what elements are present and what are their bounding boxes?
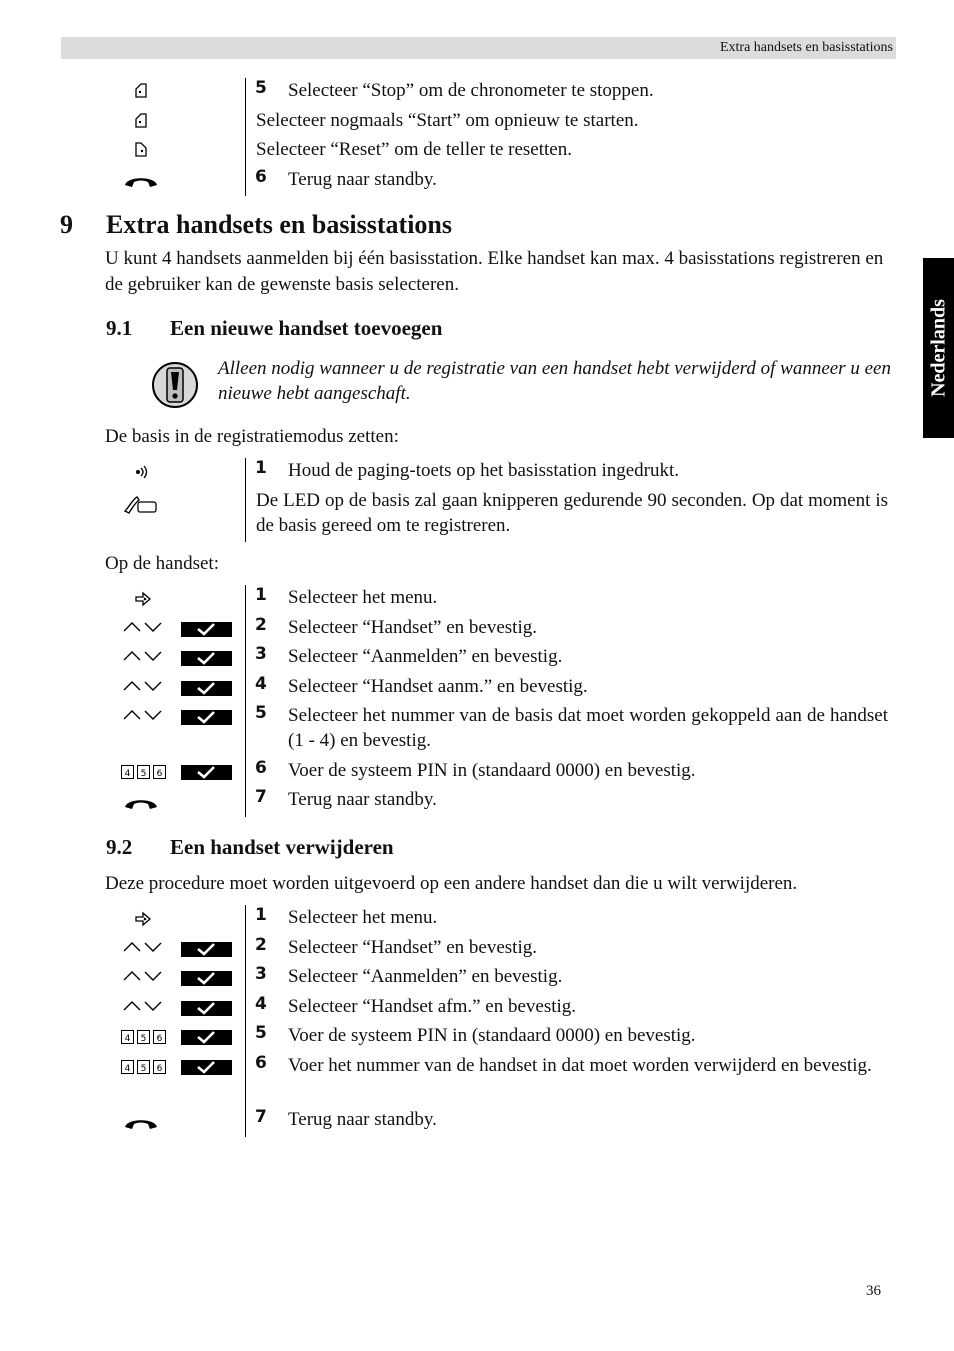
step-text: Selecteer “Handset aanm.” en bevestig. [288,676,588,697]
step-text: Selecteer “Reset” om de teller te resetten. [256,139,572,160]
running-header [61,37,896,59]
step-text: Selecteer “Handset” en bevestig. [288,617,537,638]
step-number: 5 [255,1023,267,1043]
step-text: Terug naar standby. [288,1109,437,1130]
step-text: Houd de paging-toets op het basisstation ingedrukt. [288,460,680,481]
step-text: Voer het nummer van de handset in dat moet worden verwijderd en bevestig. [288,1055,872,1076]
paging-icon [135,464,151,480]
step-number: 7 [255,787,267,807]
hangup-icon [124,795,158,811]
handset-base-led-icon [123,495,159,515]
softkey-left-icon [133,83,149,99]
step-text: Voer de systeem PIN in (standaard 0000) en bevestig. [288,1025,696,1046]
hangup-icon [124,1115,158,1131]
up-down-icon [123,708,163,722]
step-divider [245,458,246,542]
language-tab [923,258,954,438]
step-text: Selecteer nogmaals “Start” om opnieuw te starten. [256,110,639,131]
menu-icon [135,591,151,607]
step-number: 3 [255,644,267,664]
ok-check-icon [181,651,232,666]
step-text: Selecteer “Aanmelden” en bevestig. [288,646,563,667]
ok-check-icon [181,622,232,637]
base-steps [105,458,895,544]
step-number: 1 [255,905,267,925]
step-divider [245,905,246,1137]
handset-remove-steps [105,905,895,1139]
top-steps [105,78,895,198]
step-number: 5 [255,703,267,723]
step-number: 4 [255,994,267,1014]
keypad-icon [121,765,171,780]
svg-text:5: 5 [140,1064,147,1074]
step-text: Selecteer “Aanmelden” en bevestig. [288,966,563,987]
ok-check-icon [181,681,232,696]
section-9-1-note: Alleen nodig wanneer u de registratie van een handset hebt verwijderd of wanneer u een nieuwe hebt aangeschaft. [218,358,891,404]
keypad-icon [121,1060,171,1075]
section-9-intro: U kunt 4 handsets aanmelden bij één basisstation. Elke handset kan max. 4 basisstations registreren en de gebruiker kan de gewenste basis selecteren. [105,248,884,295]
ok-check-icon [181,1001,232,1016]
handset-intro: Op de handset: [105,553,219,574]
section-9-2-number: 9.2 [106,835,133,859]
section-9-number: 9 [60,210,73,239]
menu-icon [135,911,151,927]
base-intro: De basis in de registratiemodus zetten: [105,426,399,447]
ok-check-icon [181,971,232,986]
step-text: Selecteer het menu. [288,907,438,928]
step-text: Terug naar standby. [288,789,437,810]
svg-text:5: 5 [140,1034,147,1044]
up-down-icon [123,679,163,693]
running-title: Extra handsets en basisstations [719,40,893,55]
softkey-left-icon [133,113,149,129]
step-text: Selecteer “Handset afm.” en bevestig. [288,996,577,1017]
step-number: 1 [255,585,267,605]
up-down-icon [123,620,163,634]
keypad-icon [121,1030,171,1045]
language-tab-label: Nederlands [927,299,949,397]
step-text: Terug naar standby. [288,169,437,190]
section-9-2-title: Een handset verwijderen [170,835,394,859]
hangup-icon [124,173,158,189]
step-number: 7 [255,1107,267,1127]
step-text: Selecteer “Handset” en bevestig. [288,937,537,958]
step-text: De LED op de basis zal gaan knipperen gedurende 90 seconden. Op dat moment is de basis gereed om te registreren. [256,490,888,536]
up-down-icon [123,649,163,663]
step-divider [245,585,246,817]
section-9-title: Extra handsets en basisstations [106,210,453,239]
up-down-icon [123,999,163,1013]
handset-add-steps [105,585,895,819]
svg-text:4: 4 [124,1034,131,1044]
warning-note-icon [150,360,200,410]
page-number: 36 [866,1283,881,1299]
step-number: 4 [255,674,267,694]
step-text: Selecteer het menu. [288,587,438,608]
svg-text:4: 4 [124,769,131,779]
up-down-icon [123,969,163,983]
section-9-1-number: 9.1 [106,316,133,340]
step-number: 3 [255,964,267,984]
step-text: Selecteer het nummer van de basis dat moet worden gekoppeld aan de handset (1 - 4) en bevestig. [288,705,888,751]
ok-check-icon [181,765,232,780]
up-down-icon [123,940,163,954]
ok-check-icon [181,710,232,725]
step-number: 5 [255,78,267,98]
step-text: Voer de systeem PIN in (standaard 0000) en bevestig. [288,760,696,781]
step-divider [245,78,246,196]
softkey-right-icon [133,142,149,158]
step-number: 2 [255,615,267,635]
svg-text:6: 6 [156,769,163,779]
svg-text:6: 6 [156,1064,163,1074]
ok-check-icon [181,1060,232,1075]
step-number: 6 [255,1053,267,1073]
section-9-2-intro: Deze procedure moet worden uitgevoerd op een andere handset dan die u wilt verwijderen. [105,873,798,894]
step-number: 6 [255,167,267,187]
svg-text:5: 5 [140,769,147,779]
step-number: 6 [255,758,267,778]
svg-text:6: 6 [156,1034,163,1044]
ok-check-icon [181,1030,232,1045]
svg-text:4: 4 [124,1064,131,1074]
ok-check-icon [181,942,232,957]
step-text: Selecteer “Stop” om de chronometer te stoppen. [288,80,654,101]
step-number: 2 [255,935,267,955]
step-number: 1 [255,458,267,478]
section-9-1-title: Een nieuwe handset toevoegen [170,316,443,340]
